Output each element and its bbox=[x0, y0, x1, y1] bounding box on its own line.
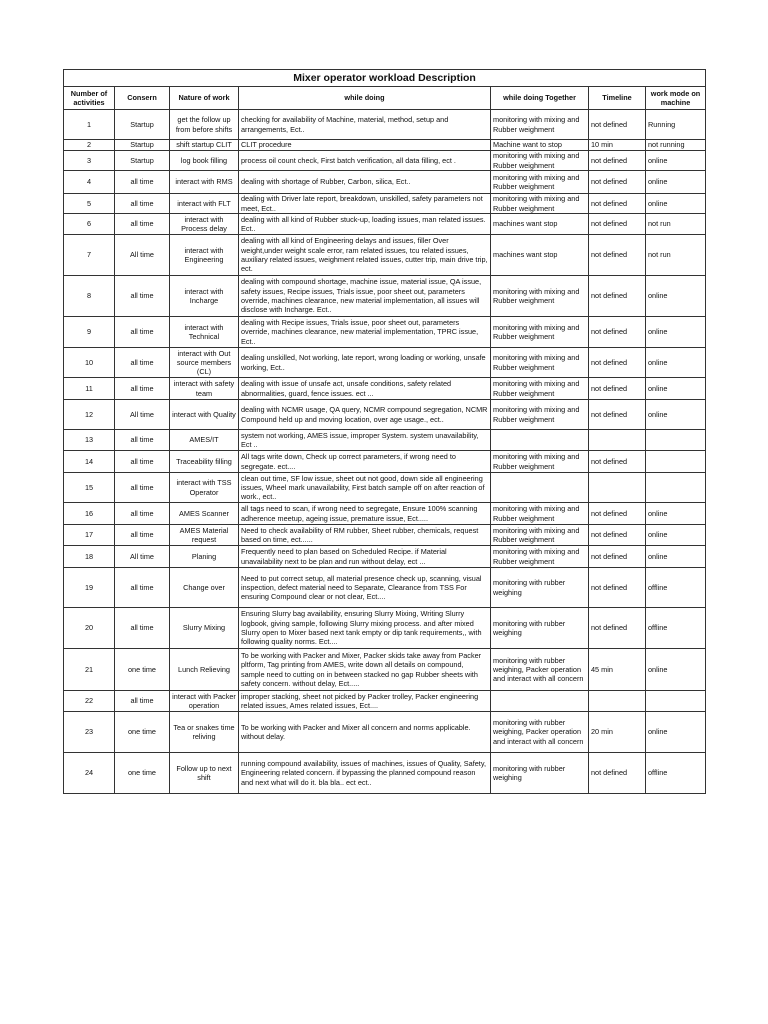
cell-consern: all time bbox=[115, 214, 170, 235]
cell-work-mode: offline bbox=[646, 608, 706, 649]
table-row bbox=[64, 451, 706, 473]
table-row bbox=[64, 691, 706, 712]
cell-while-doing: Frequently need to plan based on Scheduled Recipe. if Material unavailability next to be plan and run without delay, ect ... bbox=[239, 546, 491, 568]
cell-while-doing-together: monitoring with mixing and Rubber weighment bbox=[491, 378, 589, 400]
cell-activity-number: 17 bbox=[64, 525, 115, 546]
cell-timeline bbox=[589, 473, 646, 503]
table-row bbox=[64, 400, 706, 430]
cell-while-doing: To be working with Packer and Mixer all concern and norms applicable. without delay. bbox=[239, 712, 491, 753]
table-title: Mixer operator workload Description bbox=[64, 70, 706, 87]
cell-activity-number: 20 bbox=[64, 608, 115, 649]
cell-activity-number: 3 bbox=[64, 151, 115, 171]
cell-while-doing-together: monitoring with mixing and Rubber weighment bbox=[491, 151, 589, 171]
cell-timeline: not defined bbox=[589, 214, 646, 235]
title-row bbox=[64, 70, 706, 87]
cell-activity-number: 13 bbox=[64, 430, 115, 451]
cell-work-mode: online bbox=[646, 276, 706, 317]
cell-timeline: not defined bbox=[589, 546, 646, 568]
workload-sheet bbox=[63, 69, 705, 794]
cell-timeline: not defined bbox=[589, 171, 646, 194]
table-row bbox=[64, 171, 706, 194]
cell-while-doing: improper stacking, sheet not picked by Packer trolley, Packer engineering related issues, Ames related issues, Ect.... bbox=[239, 691, 491, 712]
cell-while-doing-together: monitoring with rubber weighing bbox=[491, 753, 589, 794]
cell-consern: all time bbox=[115, 568, 170, 608]
cell-consern: all time bbox=[115, 525, 170, 546]
cell-activity-number: 16 bbox=[64, 503, 115, 525]
cell-consern: all time bbox=[115, 194, 170, 214]
cell-timeline: not defined bbox=[589, 568, 646, 608]
header-row bbox=[64, 87, 706, 110]
cell-work-mode: online bbox=[646, 348, 706, 378]
cell-activity-number: 7 bbox=[64, 235, 115, 276]
cell-while-doing: Need to put correct setup, all material presence check up, scanning, visual inspection, defect material need to Separate, Clearance from TSS For ensuring Compound clear or not clear, Ect.... bbox=[239, 568, 491, 608]
cell-while-doing: dealing with issue of unsafe act, unsafe conditions, safety related abnormalities, guard, fence issues. ect ... bbox=[239, 378, 491, 400]
cell-nature-of-work: interact with Packer operation bbox=[170, 691, 239, 712]
cell-while-doing: dealing with NCMR usage, QA query, NCMR compound segregation, NCMR Compound held up and moving location, over age usage., ect.. bbox=[239, 400, 491, 430]
table-row bbox=[64, 608, 706, 649]
cell-timeline: not defined bbox=[589, 503, 646, 525]
table-body bbox=[64, 110, 706, 794]
cell-work-mode: online bbox=[646, 151, 706, 171]
cell-while-doing-together: monitoring with mixing and Rubber weighment bbox=[491, 546, 589, 568]
cell-consern: one time bbox=[115, 753, 170, 794]
cell-nature-of-work: interact with Incharge bbox=[170, 276, 239, 317]
cell-nature-of-work: interact with Quality bbox=[170, 400, 239, 430]
header-while-doing-together: while doing Together bbox=[491, 87, 589, 110]
cell-while-doing-together: monitoring with mixing and Rubber weighment bbox=[491, 171, 589, 194]
cell-timeline bbox=[589, 691, 646, 712]
cell-work-mode: not running bbox=[646, 140, 706, 151]
table-row bbox=[64, 140, 706, 151]
cell-activity-number: 12 bbox=[64, 400, 115, 430]
cell-while-doing-together: machines want stop bbox=[491, 235, 589, 276]
cell-consern: All time bbox=[115, 235, 170, 276]
cell-work-mode: offline bbox=[646, 753, 706, 794]
cell-activity-number: 22 bbox=[64, 691, 115, 712]
table-row bbox=[64, 430, 706, 451]
cell-nature-of-work: interact with safety team bbox=[170, 378, 239, 400]
cell-nature-of-work: log book filling bbox=[170, 151, 239, 171]
cell-consern: Startup bbox=[115, 140, 170, 151]
cell-work-mode: online bbox=[646, 317, 706, 348]
cell-nature-of-work: get the follow up from before shifts bbox=[170, 110, 239, 140]
cell-nature-of-work: AMES/IT bbox=[170, 430, 239, 451]
cell-timeline: not defined bbox=[589, 276, 646, 317]
cell-timeline: not defined bbox=[589, 348, 646, 378]
cell-while-doing: running compound availability, issues of machines, issues of Quality, Safety, Engineering related concern. if bypassing the planned compound reason and next what will do it. bla bla.. ect ect.. bbox=[239, 753, 491, 794]
table-row bbox=[64, 276, 706, 317]
table-row bbox=[64, 503, 706, 525]
cell-timeline: not defined bbox=[589, 525, 646, 546]
cell-while-doing: CLIT procedure bbox=[239, 140, 491, 151]
table-row bbox=[64, 194, 706, 214]
cell-nature-of-work: interact with Process delay bbox=[170, 214, 239, 235]
cell-activity-number: 2 bbox=[64, 140, 115, 151]
table-row bbox=[64, 214, 706, 235]
cell-work-mode: not run bbox=[646, 214, 706, 235]
cell-consern: all time bbox=[115, 276, 170, 317]
cell-timeline: 20 min bbox=[589, 712, 646, 753]
cell-while-doing: dealing with shortage of Rubber, Carbon, silica, Ect.. bbox=[239, 171, 491, 194]
cell-while-doing: dealing with Driver late report, breakdown, unskilled, safety parameters not meet, Ect.. bbox=[239, 194, 491, 214]
cell-work-mode: not run bbox=[646, 235, 706, 276]
table-row bbox=[64, 348, 706, 378]
table-row bbox=[64, 753, 706, 794]
cell-nature-of-work: interact with Technical bbox=[170, 317, 239, 348]
cell-while-doing-together: monitoring with rubber weighing, Packer operation and interact with all concern bbox=[491, 649, 589, 691]
cell-while-doing-together: machines want stop bbox=[491, 214, 589, 235]
cell-activity-number: 4 bbox=[64, 171, 115, 194]
cell-while-doing: dealing with compound shortage, machine issue, material issue, QA issue, safety issues, Recipe issues, Trials issue, poor sheet out, parameters override, machines clearance, new material implementation, all issues will disclose with Incharge. Ect.. bbox=[239, 276, 491, 317]
cell-activity-number: 14 bbox=[64, 451, 115, 473]
cell-while-doing: To be working with Packer and Mixer, Packer skids take away from Packer pltform, Tag printing from AMES, write down all details on compound, sample need to cutting on in between stacked no gap Rubber sheets with safety concern. without delay, Ect..... bbox=[239, 649, 491, 691]
cell-while-doing: process oil count check, First batch verification, all data filling, ect . bbox=[239, 151, 491, 171]
cell-work-mode: online bbox=[646, 712, 706, 753]
cell-timeline: not defined bbox=[589, 194, 646, 214]
cell-while-doing: all tags need to scan, if wrong need to segregate, Ensure 100% scanning adherence meetup, ageing issue, premature issue, Ect..... bbox=[239, 503, 491, 525]
cell-while-doing-together: monitoring with mixing and Rubber weighment bbox=[491, 194, 589, 214]
cell-consern: Startup bbox=[115, 110, 170, 140]
table-row bbox=[64, 568, 706, 608]
cell-while-doing: dealing with all kind of Engineering delays and issues, filler Over weight,under weight scale error, ram related issues, tcu related issues, auxiliary related issues, weighment related issues, cutter trip, main drive trip, ect. bbox=[239, 235, 491, 276]
cell-consern: one time bbox=[115, 712, 170, 753]
table-row bbox=[64, 317, 706, 348]
table-row bbox=[64, 546, 706, 568]
cell-while-doing-together: monitoring with mixing and Rubber weighment bbox=[491, 503, 589, 525]
cell-while-doing-together: monitoring with mixing and Rubber weighment bbox=[491, 317, 589, 348]
cell-activity-number: 8 bbox=[64, 276, 115, 317]
cell-while-doing-together: monitoring with mixing and Rubber weighment bbox=[491, 348, 589, 378]
cell-work-mode: online bbox=[646, 194, 706, 214]
cell-while-doing-together: monitoring with mixing and Rubber weighment bbox=[491, 110, 589, 140]
cell-work-mode: online bbox=[646, 400, 706, 430]
table-row bbox=[64, 378, 706, 400]
cell-timeline: not defined bbox=[589, 400, 646, 430]
cell-while-doing: Ensuring Slurry bag availability, ensuring Slurry Mixing, Writing Slurry logbook, giving sample, following Slurry mixing process. and after mixed Slurry open to Mixer based next tank empty or dip tank requirements,, with following quality norms. Ect.... bbox=[239, 608, 491, 649]
cell-work-mode: online bbox=[646, 525, 706, 546]
cell-consern: all time bbox=[115, 171, 170, 194]
cell-work-mode: online bbox=[646, 546, 706, 568]
cell-nature-of-work: interact with RMS bbox=[170, 171, 239, 194]
cell-nature-of-work: Traceability filling bbox=[170, 451, 239, 473]
cell-while-doing: checking for availability of Machine, material, method, setup and arrangements, Ect.. bbox=[239, 110, 491, 140]
cell-consern: all time bbox=[115, 691, 170, 712]
cell-timeline bbox=[589, 430, 646, 451]
cell-nature-of-work: shift startup CLIT bbox=[170, 140, 239, 151]
cell-while-doing-together: monitoring with rubber weighing bbox=[491, 608, 589, 649]
cell-while-doing-together bbox=[491, 691, 589, 712]
cell-work-mode: online bbox=[646, 171, 706, 194]
cell-while-doing: system not working, AMES issue, improper System. system unavailability, Ect .. bbox=[239, 430, 491, 451]
cell-nature-of-work: AMES Scanner bbox=[170, 503, 239, 525]
cell-consern: all time bbox=[115, 430, 170, 451]
cell-consern: All time bbox=[115, 546, 170, 568]
cell-timeline: not defined bbox=[589, 378, 646, 400]
cell-activity-number: 15 bbox=[64, 473, 115, 503]
cell-while-doing: dealing with Recipe issues, Trials issue, poor sheet out, parameters override, machines clearance, new material implementation, TPRC issue, Ect.. bbox=[239, 317, 491, 348]
cell-activity-number: 9 bbox=[64, 317, 115, 348]
cell-while-doing: dealing with all kind of Rubber stuck-up, loading issues, man related issues. Ect.. bbox=[239, 214, 491, 235]
cell-nature-of-work: interact with TSS Operator bbox=[170, 473, 239, 503]
cell-work-mode bbox=[646, 430, 706, 451]
cell-nature-of-work: Lunch Relieving bbox=[170, 649, 239, 691]
cell-activity-number: 19 bbox=[64, 568, 115, 608]
cell-while-doing: Need to check availability of RM rubber, Sheet rubber, chemicals, request based on time, ect...... bbox=[239, 525, 491, 546]
cell-work-mode bbox=[646, 691, 706, 712]
cell-while-doing-together: monitoring with mixing and Rubber weighment bbox=[491, 400, 589, 430]
cell-timeline: 45 min bbox=[589, 649, 646, 691]
header-work-mode: work mode on machine bbox=[646, 87, 706, 110]
cell-nature-of-work: Planing bbox=[170, 546, 239, 568]
table-row bbox=[64, 235, 706, 276]
cell-while-doing: clean out time, SF low issue, sheet out not good, down side all engineering issues, Wheel mark unavailability, First batch sample off on after reaction of work., ect.. bbox=[239, 473, 491, 503]
cell-work-mode: online bbox=[646, 378, 706, 400]
cell-timeline: not defined bbox=[589, 451, 646, 473]
cell-consern: all time bbox=[115, 608, 170, 649]
cell-while-doing-together bbox=[491, 430, 589, 451]
cell-consern: all time bbox=[115, 348, 170, 378]
cell-activity-number: 11 bbox=[64, 378, 115, 400]
cell-while-doing-together: monitoring with mixing and Rubber weighment bbox=[491, 451, 589, 473]
header-while-doing: while doing bbox=[239, 87, 491, 110]
cell-work-mode: online bbox=[646, 649, 706, 691]
cell-while-doing-together: monitoring with mixing and Rubber weighment bbox=[491, 276, 589, 317]
cell-timeline: not defined bbox=[589, 753, 646, 794]
workload-table bbox=[63, 69, 706, 794]
table-row bbox=[64, 712, 706, 753]
cell-while-doing-together: Machine want to stop bbox=[491, 140, 589, 151]
cell-nature-of-work: Change over bbox=[170, 568, 239, 608]
cell-consern: all time bbox=[115, 503, 170, 525]
cell-while-doing: dealing unskilled, Not working, late report, wrong loading or working, unsafe working, Ect.. bbox=[239, 348, 491, 378]
cell-nature-of-work: interact with Engineering bbox=[170, 235, 239, 276]
table-row bbox=[64, 525, 706, 546]
cell-activity-number: 10 bbox=[64, 348, 115, 378]
cell-timeline: not defined bbox=[589, 235, 646, 276]
cell-consern: Startup bbox=[115, 151, 170, 171]
cell-work-mode bbox=[646, 473, 706, 503]
header-nature-of-work: Nature of work bbox=[170, 87, 239, 110]
cell-activity-number: 23 bbox=[64, 712, 115, 753]
cell-consern: one time bbox=[115, 649, 170, 691]
header-number-of-activities: Number of activities bbox=[64, 87, 115, 110]
cell-activity-number: 18 bbox=[64, 546, 115, 568]
cell-activity-number: 24 bbox=[64, 753, 115, 794]
cell-while-doing-together: monitoring with mixing and Rubber weighment bbox=[491, 525, 589, 546]
cell-nature-of-work: Follow up to next shift bbox=[170, 753, 239, 794]
cell-while-doing: All tags write down, Check up correct parameters, if wrong need to segregate. ect.... bbox=[239, 451, 491, 473]
cell-timeline: not defined bbox=[589, 151, 646, 171]
cell-while-doing-together: monitoring with rubber weighing, Packer operation and interact with all concern bbox=[491, 712, 589, 753]
cell-activity-number: 21 bbox=[64, 649, 115, 691]
cell-work-mode bbox=[646, 451, 706, 473]
cell-timeline: not defined bbox=[589, 110, 646, 140]
cell-timeline: not defined bbox=[589, 317, 646, 348]
cell-nature-of-work: interact with FLT bbox=[170, 194, 239, 214]
cell-nature-of-work: Slurry Mixing bbox=[170, 608, 239, 649]
cell-nature-of-work: AMES Material request bbox=[170, 525, 239, 546]
table-row bbox=[64, 649, 706, 691]
header-consern: Consern bbox=[115, 87, 170, 110]
cell-consern: all time bbox=[115, 378, 170, 400]
cell-timeline: not defined bbox=[589, 608, 646, 649]
table-row bbox=[64, 151, 706, 171]
cell-consern: All time bbox=[115, 400, 170, 430]
cell-nature-of-work: Tea or snakes time reliving bbox=[170, 712, 239, 753]
cell-while-doing-together: monitoring with rubber weighing bbox=[491, 568, 589, 608]
cell-consern: all time bbox=[115, 317, 170, 348]
cell-nature-of-work: interact with Out source members (CL) bbox=[170, 348, 239, 378]
table-row bbox=[64, 473, 706, 503]
table-row bbox=[64, 110, 706, 140]
cell-consern: all time bbox=[115, 451, 170, 473]
cell-activity-number: 5 bbox=[64, 194, 115, 214]
cell-activity-number: 6 bbox=[64, 214, 115, 235]
cell-while-doing-together bbox=[491, 473, 589, 503]
cell-activity-number: 1 bbox=[64, 110, 115, 140]
cell-timeline: 10 min bbox=[589, 140, 646, 151]
cell-work-mode: Running bbox=[646, 110, 706, 140]
cell-work-mode: offline bbox=[646, 568, 706, 608]
cell-work-mode: online bbox=[646, 503, 706, 525]
header-timeline: Timeline bbox=[589, 87, 646, 110]
cell-consern: all time bbox=[115, 473, 170, 503]
